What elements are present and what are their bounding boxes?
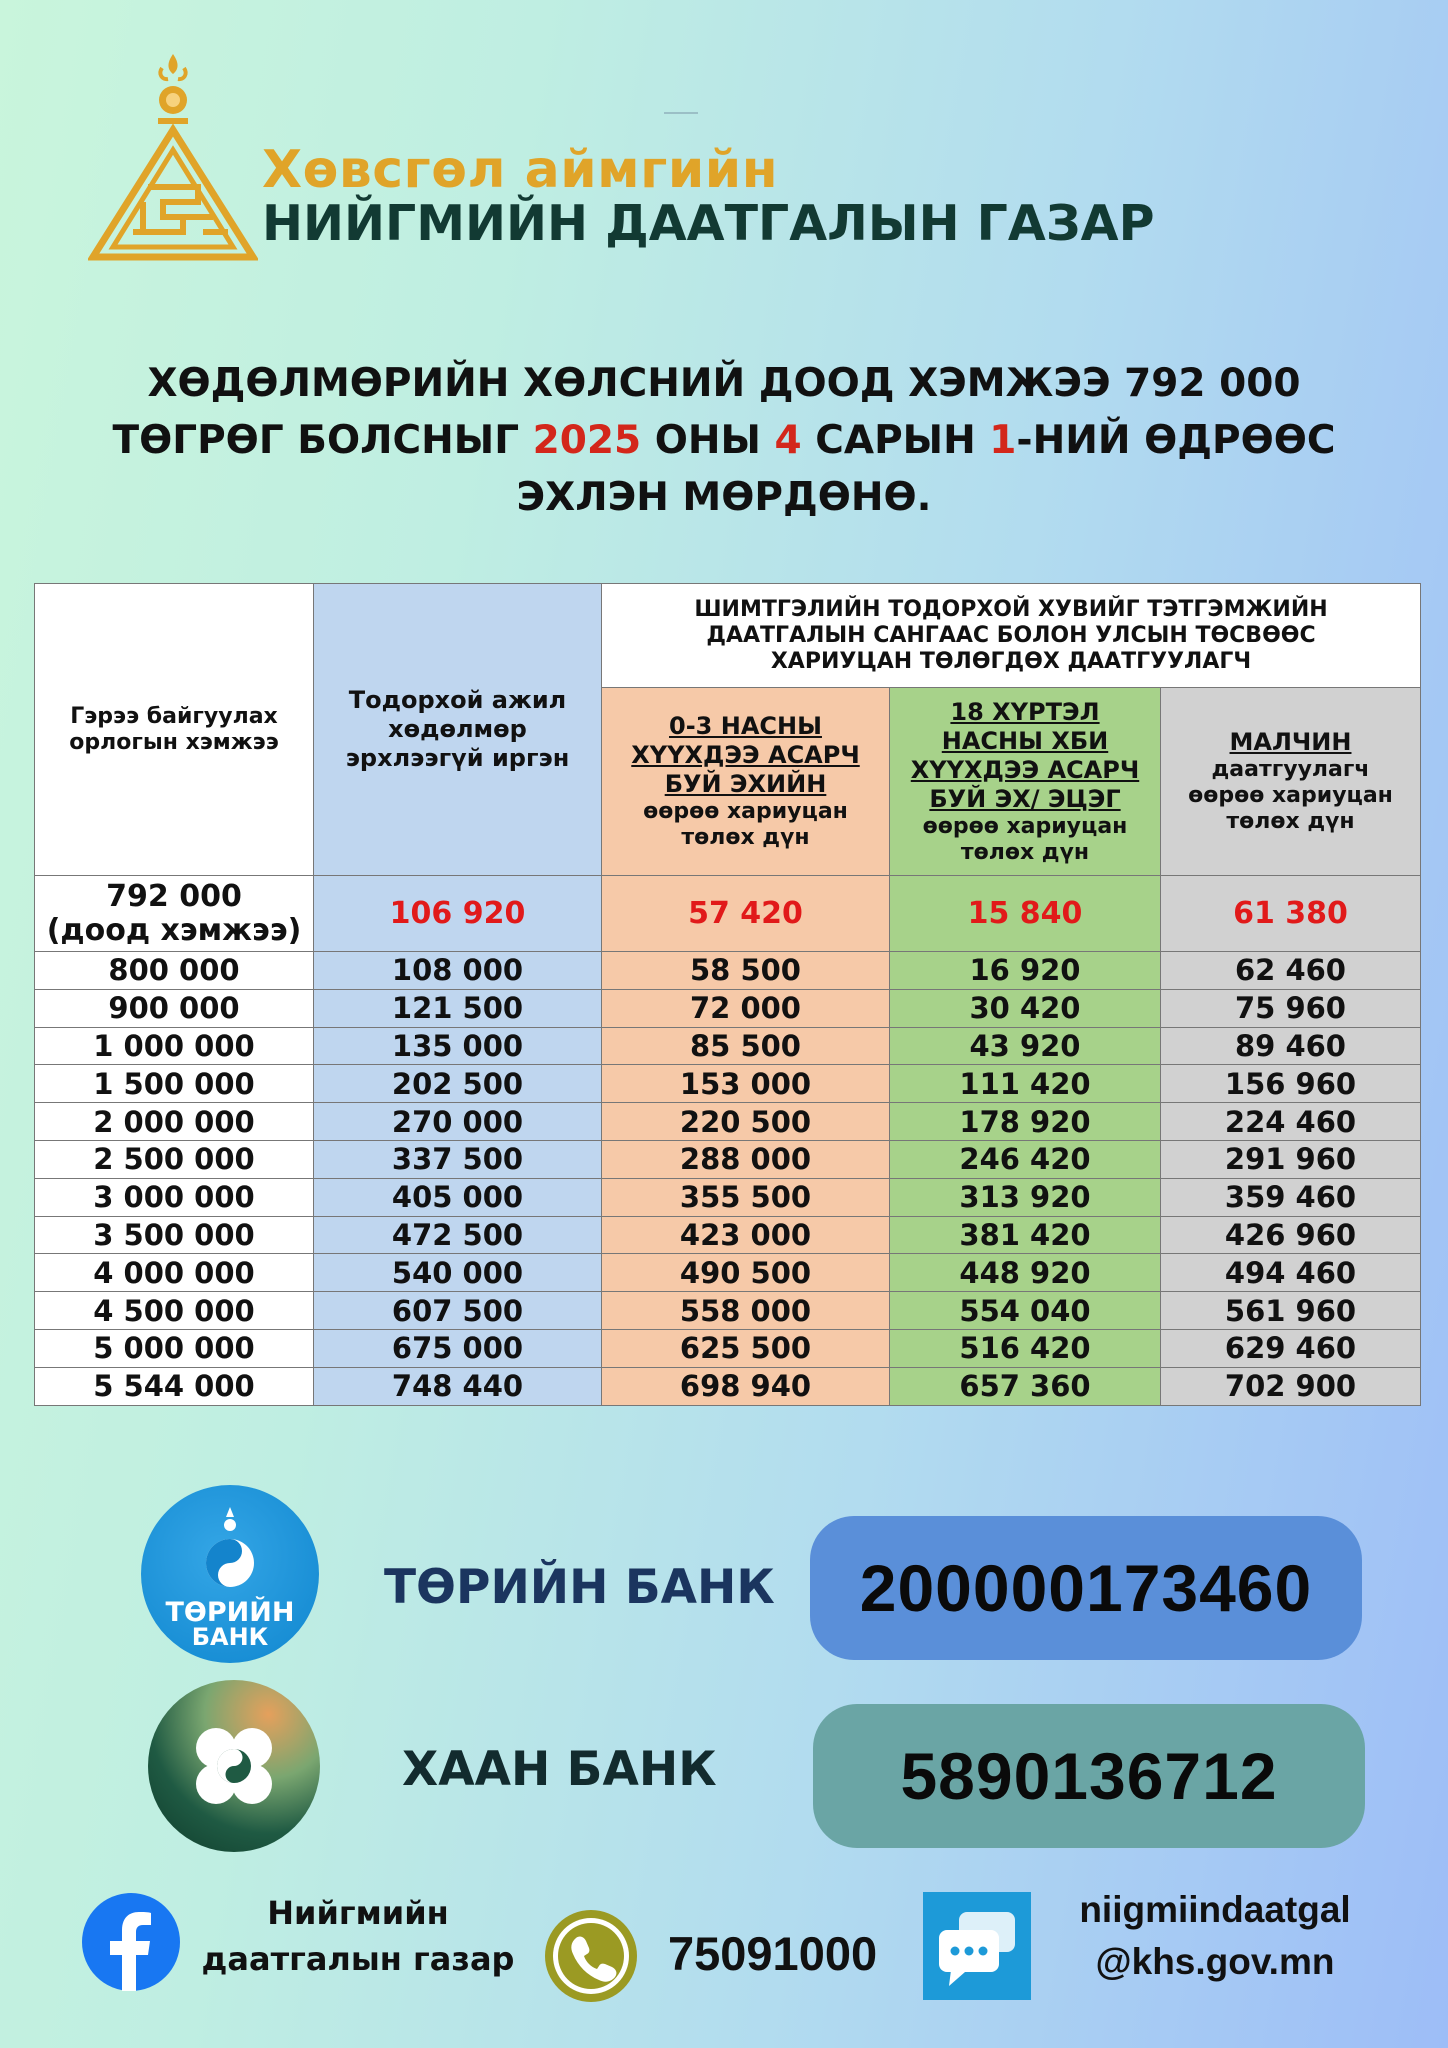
cell-child: 490 500 — [602, 1254, 890, 1292]
cell-income: 5 000 000 — [35, 1329, 314, 1367]
table-row — [35, 1178, 1421, 1216]
header-disabled-child-parent — [890, 688, 1161, 876]
cell-income: 4 500 000 — [35, 1292, 314, 1330]
state-bank-logo-text-1: ТӨРИЙН — [165, 1597, 295, 1628]
table-row — [35, 1103, 1421, 1141]
table-row-minimum — [35, 876, 1421, 952]
header-child-sub: өөрөө хариуцан төлөх дүн — [643, 799, 848, 850]
facebook-icon[interactable] — [82, 1893, 180, 1991]
cell-child: 153 000 — [602, 1065, 890, 1103]
cell-herder: 224 460 — [1161, 1103, 1421, 1141]
decorative-line — [664, 112, 698, 114]
cell-income: 900 000 — [35, 989, 314, 1027]
cell-child: 57 420 — [602, 876, 890, 952]
table-row — [35, 1254, 1421, 1292]
cell-herder: 629 460 — [1161, 1329, 1421, 1367]
cell-hbi: 178 920 — [890, 1103, 1161, 1141]
table-row — [35, 1292, 1421, 1330]
headline-text: ОНЫ — [641, 418, 775, 463]
cell-child: 558 000 — [602, 1292, 890, 1330]
cell-citizen: 121 500 — [314, 989, 602, 1027]
header-hbi-sub: өөрөө хариуцан төлөх дүн — [922, 813, 1128, 865]
header-herder — [1161, 688, 1421, 876]
table-row — [35, 1329, 1421, 1367]
state-bank-logo — [141, 1485, 319, 1663]
cell-citizen: 607 500 — [314, 1292, 602, 1330]
header-herder-sub: даатгуулагч өөрөө хариуцан төлөх дүн — [1188, 757, 1393, 834]
header-citizen: Тодорхой ажил хөдөлмөр эрхлээгүй иргэн — [314, 584, 602, 876]
cell-income: 1 000 000 — [35, 1027, 314, 1065]
table-row — [35, 1140, 1421, 1178]
cell-income: 1 500 000 — [35, 1065, 314, 1103]
org-subtitle: Хөвсгөл аймгийн — [262, 140, 779, 200]
email-line-1: niigmiindaatgal — [1079, 1889, 1351, 1930]
phone-number[interactable]: 75091000 — [668, 1927, 878, 1980]
contribution-table — [34, 583, 1420, 1403]
cell-citizen: 106 920 — [314, 876, 602, 952]
cell-herder: 156 960 — [1161, 1065, 1421, 1103]
cell-herder: 426 960 — [1161, 1216, 1421, 1254]
cell-herder: 89 460 — [1161, 1027, 1421, 1065]
headline-text: САРЫН — [801, 418, 990, 463]
cell-hbi: 554 040 — [890, 1292, 1161, 1330]
khan-bank-account: 5890136712 — [813, 1704, 1365, 1848]
cell-income: 5 544 000 — [35, 1367, 314, 1405]
facebook-page-name[interactable] — [188, 1890, 528, 1982]
cell-herder: 291 960 — [1161, 1140, 1421, 1178]
cell-hbi: 516 420 — [890, 1329, 1161, 1367]
cell-citizen: 405 000 — [314, 1178, 602, 1216]
cell-citizen: 337 500 — [314, 1140, 602, 1178]
cell-citizen: 202 500 — [314, 1065, 602, 1103]
cell-hbi: 111 420 — [890, 1065, 1161, 1103]
headline-line-1: ХӨДӨЛМӨРИЙН ХӨЛСНИЙ ДООД ХЭМЖЭЭ 792 000 — [147, 361, 1301, 406]
headline-year: 2025 — [532, 418, 642, 463]
email-line-2: @khs.gov.mn — [1095, 1941, 1335, 1982]
header-child-mother — [602, 688, 890, 876]
cell-income: 3 000 000 — [35, 1178, 314, 1216]
table-row — [35, 1367, 1421, 1405]
cell-hbi: 16 920 — [890, 952, 1161, 990]
cell-child: 58 500 — [602, 952, 890, 990]
cell-child: 423 000 — [602, 1216, 890, 1254]
cell-herder: 702 900 — [1161, 1367, 1421, 1405]
table-row — [35, 952, 1421, 990]
headline-month: 4 — [774, 418, 802, 463]
khan-bank-logo — [148, 1680, 320, 1852]
table-row — [35, 1065, 1421, 1103]
headline-text: ТӨГРӨГ БОЛСНЫГ — [112, 418, 533, 463]
cell-hbi: 313 920 — [890, 1178, 1161, 1216]
state-bank-logo-text-2: БАНК — [191, 1623, 269, 1651]
cell-hbi: 43 920 — [890, 1027, 1161, 1065]
cell-hbi: 657 360 — [890, 1367, 1161, 1405]
header-child-title: 0-3 НАСНЫ ХҮҮХДЭЭ АСАРЧ БУЙ ЭХИЙН — [631, 712, 860, 798]
cell-herder: 61 380 — [1161, 876, 1421, 952]
cell-child: 72 000 — [602, 989, 890, 1027]
header-income: Гэрээ байгуулах орлогын хэмжээ — [35, 584, 314, 876]
cell-hbi: 381 420 — [890, 1216, 1161, 1254]
ndg-logo-icon — [88, 52, 258, 262]
cell-hbi: 30 420 — [890, 989, 1161, 1027]
min-income-value: 792 000 — [106, 878, 242, 914]
cell-citizen: 748 440 — [314, 1367, 602, 1405]
header-group: ШИМТГЭЛИЙН ТОДОРХОЙ ХУВИЙГ ТЭТГЭМЖИЙН ДААТГАЛЫН САНГААС БОЛОН УЛСЫН ТӨСВӨӨС ХАРИУЦАН ТӨЛӨГДӨХ ДААТГУУЛАГЧ — [602, 584, 1421, 688]
cell-income: 3 500 000 — [35, 1216, 314, 1254]
phone-icon — [545, 1910, 637, 2002]
header-herder-title: МАЛЧИН — [1229, 728, 1352, 756]
cell-hbi: 15 840 — [890, 876, 1161, 952]
cell-child: 220 500 — [602, 1103, 890, 1141]
cell-citizen: 472 500 — [314, 1216, 602, 1254]
email-address[interactable] — [1055, 1884, 1375, 1988]
headline-day: 1 — [989, 418, 1017, 463]
cell-child: 355 500 — [602, 1178, 890, 1216]
cell-hbi: 246 420 — [890, 1140, 1161, 1178]
headline-text: -НИЙ ӨДРӨӨС — [1016, 418, 1336, 463]
table-row — [35, 989, 1421, 1027]
org-title: НИЙГМИЙН ДААТГАЛЫН ГАЗАР — [262, 195, 1155, 252]
cell-child: 625 500 — [602, 1329, 890, 1367]
headline-line-2 — [0, 412, 1448, 469]
min-income-note: (доод хэмжээ) — [46, 912, 302, 948]
cell-income: 2 000 000 — [35, 1103, 314, 1141]
cell-herder: 561 960 — [1161, 1292, 1421, 1330]
cell-herder: 62 460 — [1161, 952, 1421, 990]
cell-hbi: 448 920 — [890, 1254, 1161, 1292]
state-bank-name: ТӨРИЙН БАНК — [384, 1560, 775, 1615]
cell-citizen: 108 000 — [314, 952, 602, 990]
announcement-headline — [0, 355, 1448, 526]
cell-income: 2 500 000 — [35, 1140, 314, 1178]
khan-bank-name: ХААН БАНК — [402, 1742, 717, 1797]
cell-herder: 75 960 — [1161, 989, 1421, 1027]
cell-herder: 359 460 — [1161, 1178, 1421, 1216]
cell-income — [35, 876, 314, 952]
cell-citizen: 135 000 — [314, 1027, 602, 1065]
table-row — [35, 1216, 1421, 1254]
cell-child: 698 940 — [602, 1367, 890, 1405]
state-bank-account: 200000173460 — [810, 1516, 1362, 1660]
cell-income: 800 000 — [35, 952, 314, 990]
header-hbi-title: 18 ХҮРТЭЛ НАСНЫ ХБИ ХҮҮХДЭЭ АСАРЧ БУЙ ЭХ/ ЭЦЭГ — [910, 697, 1140, 813]
facebook-text-line-2: даатгалын газар — [201, 1940, 515, 1978]
cell-herder: 494 460 — [1161, 1254, 1421, 1292]
headline-line-3: ЭХЛЭН МӨРДӨНӨ. — [516, 475, 932, 520]
table-row — [35, 1027, 1421, 1065]
cell-child: 288 000 — [602, 1140, 890, 1178]
cell-child: 85 500 — [602, 1027, 890, 1065]
cell-citizen: 675 000 — [314, 1329, 602, 1367]
facebook-text-line-1: Нийгмийн — [267, 1894, 449, 1932]
cell-citizen: 270 000 — [314, 1103, 602, 1141]
chat-icon — [923, 1892, 1031, 2000]
cell-income: 4 000 000 — [35, 1254, 314, 1292]
cell-citizen: 540 000 — [314, 1254, 602, 1292]
